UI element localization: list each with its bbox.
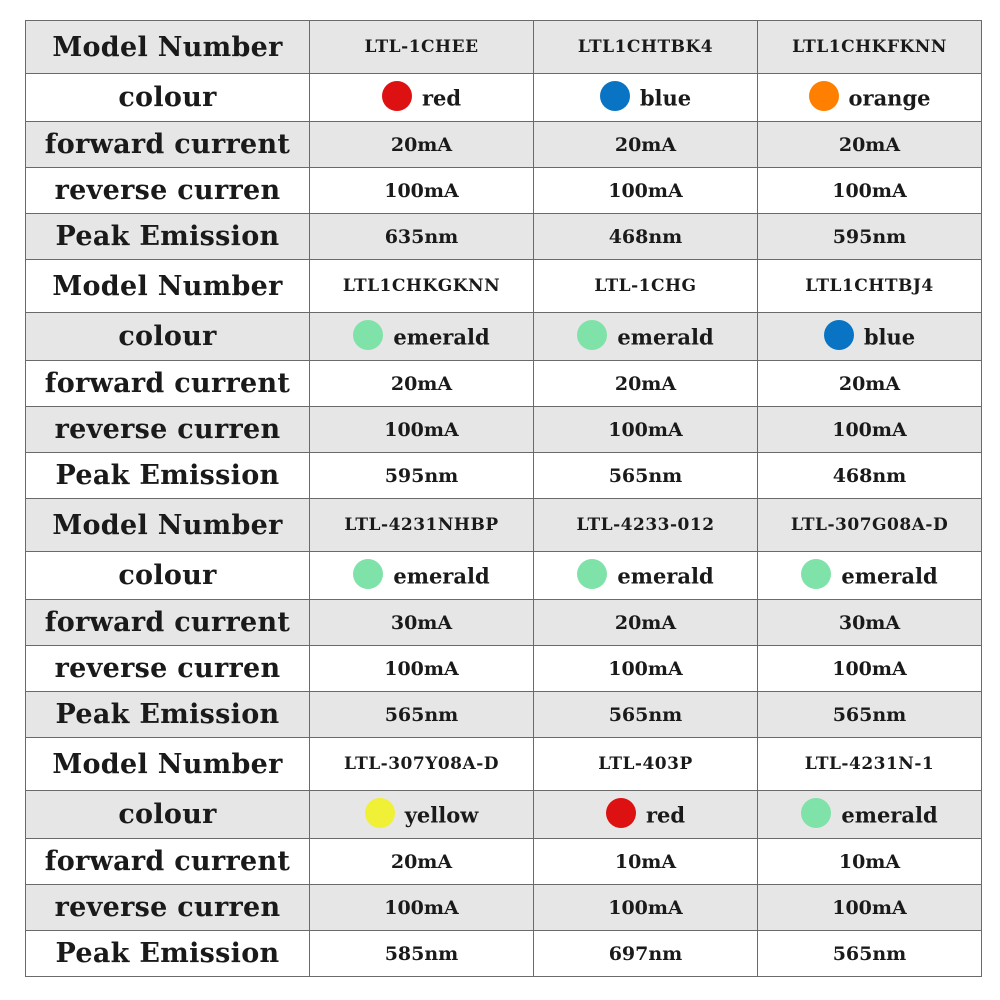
peak-emission-label: Peak Emission <box>26 931 310 977</box>
peak-emission-value: 565nm <box>758 692 982 738</box>
model-number-value: LTL1CHKGKNN <box>310 260 534 313</box>
model-number-value: LTL-4233-012 <box>534 499 758 552</box>
model-number-value: LTL-4231NHBP <box>310 499 534 552</box>
peak-emission-value: 697nm <box>534 931 758 977</box>
reverse-current-value: 100mA <box>534 885 758 931</box>
peak-emission-value: 468nm <box>534 214 758 260</box>
spec-table-body <box>26 21 982 977</box>
colour-cell <box>310 552 534 600</box>
peak-emission-row <box>26 214 982 260</box>
peak-emission-label: Peak Emission <box>26 453 310 499</box>
peak-emission-value: 595nm <box>758 214 982 260</box>
forward-current-row <box>26 600 982 646</box>
model-number-row <box>26 738 982 791</box>
forward-current-row <box>26 361 982 407</box>
reverse-current-value: 100mA <box>534 168 758 214</box>
reverse-current-value: 100mA <box>310 168 534 214</box>
reverse-current-row <box>26 168 982 214</box>
model-number-value: LTL-403P <box>534 738 758 791</box>
reverse-current-value: 100mA <box>758 407 982 453</box>
peak-emission-row <box>26 692 982 738</box>
colour-name: emerald <box>393 563 490 588</box>
colour-swatch-icon <box>801 559 831 589</box>
colour-swatch-icon <box>382 81 412 111</box>
colour-swatch-icon <box>577 559 607 589</box>
forward-current-value: 20mA <box>534 122 758 168</box>
peak-emission-value: 565nm <box>310 692 534 738</box>
forward-current-value: 20mA <box>758 361 982 407</box>
reverse-current-row <box>26 646 982 692</box>
peak-emission-row <box>26 453 982 499</box>
model-number-value: LTL1CHTBJ4 <box>758 260 982 313</box>
colour-cell <box>534 552 758 600</box>
forward-current-value: 20mA <box>310 361 534 407</box>
forward-current-value: 30mA <box>310 600 534 646</box>
reverse-current-value: 100mA <box>534 646 758 692</box>
colour-swatch-icon <box>801 798 831 828</box>
reverse-current-value: 100mA <box>758 168 982 214</box>
peak-emission-value: 565nm <box>534 692 758 738</box>
colour-row <box>26 791 982 839</box>
model-number-row <box>26 21 982 74</box>
peak-emission-value: 635nm <box>310 214 534 260</box>
reverse-current-row <box>26 885 982 931</box>
colour-cell <box>310 791 534 839</box>
colour-name: blue <box>863 324 916 349</box>
model-number-value: LTL-307G08A-D <box>758 499 982 552</box>
forward-current-label: forward current <box>26 361 310 407</box>
colour-cell <box>758 313 982 361</box>
colour-name: emerald <box>841 563 938 588</box>
colour-cell <box>534 313 758 361</box>
model-number-value: LTL1CHKFKNN <box>758 21 982 74</box>
model-number-value: LTL1CHTBK4 <box>534 21 758 74</box>
forward-current-row <box>26 122 982 168</box>
forward-current-label: forward current <box>26 839 310 885</box>
colour-name: red <box>421 85 462 110</box>
colour-swatch-icon <box>824 320 854 350</box>
colour-row <box>26 313 982 361</box>
forward-current-label: forward current <box>26 600 310 646</box>
peak-emission-label: Peak Emission <box>26 214 310 260</box>
led-spec-table <box>25 20 982 977</box>
colour-row <box>26 74 982 122</box>
forward-current-value: 20mA <box>310 839 534 885</box>
model-number-value: LTL-307Y08A-D <box>310 738 534 791</box>
forward-current-value: 20mA <box>310 122 534 168</box>
model-number-value: LTL-1CHG <box>534 260 758 313</box>
colour-label: colour <box>26 791 310 839</box>
peak-emission-value: 565nm <box>534 453 758 499</box>
colour-cell <box>534 74 758 122</box>
forward-current-label: forward current <box>26 122 310 168</box>
peak-emission-row <box>26 931 982 977</box>
colour-swatch-icon <box>353 559 383 589</box>
model-number-row <box>26 499 982 552</box>
forward-current-value: 10mA <box>534 839 758 885</box>
colour-name: emerald <box>617 324 714 349</box>
reverse-current-row <box>26 407 982 453</box>
colour-name: emerald <box>617 563 714 588</box>
peak-emission-value: 595nm <box>310 453 534 499</box>
model-number-row <box>26 260 982 313</box>
reverse-current-value: 100mA <box>310 407 534 453</box>
colour-name: orange <box>848 85 931 110</box>
colour-row <box>26 552 982 600</box>
forward-current-value: 30mA <box>758 600 982 646</box>
reverse-current-value: 100mA <box>310 885 534 931</box>
forward-current-value: 20mA <box>534 600 758 646</box>
colour-name: blue <box>639 85 692 110</box>
reverse-current-value: 100mA <box>534 407 758 453</box>
colour-name: emerald <box>841 802 938 827</box>
colour-swatch-icon <box>365 798 395 828</box>
colour-swatch-icon <box>606 798 636 828</box>
colour-cell <box>534 791 758 839</box>
reverse-current-value: 100mA <box>758 646 982 692</box>
peak-emission-label: Peak Emission <box>26 692 310 738</box>
model-number-label: Model Number <box>26 260 310 313</box>
colour-cell <box>758 791 982 839</box>
reverse-current-value: 100mA <box>758 885 982 931</box>
model-number-label: Model Number <box>26 738 310 791</box>
forward-current-value: 20mA <box>534 361 758 407</box>
colour-label: colour <box>26 74 310 122</box>
peak-emission-value: 468nm <box>758 453 982 499</box>
colour-label: colour <box>26 313 310 361</box>
model-number-value: LTL-4231N-1 <box>758 738 982 791</box>
reverse-current-label: reverse curren <box>26 168 310 214</box>
reverse-current-value: 100mA <box>310 646 534 692</box>
reverse-current-label: reverse curren <box>26 407 310 453</box>
colour-swatch-icon <box>600 81 630 111</box>
colour-name: yellow <box>404 802 479 827</box>
model-number-label: Model Number <box>26 499 310 552</box>
forward-current-value: 20mA <box>758 122 982 168</box>
forward-current-value: 10mA <box>758 839 982 885</box>
forward-current-row <box>26 839 982 885</box>
reverse-current-label: reverse curren <box>26 646 310 692</box>
peak-emission-value: 585nm <box>310 931 534 977</box>
colour-swatch-icon <box>809 81 839 111</box>
colour-swatch-icon <box>353 320 383 350</box>
colour-cell <box>758 552 982 600</box>
colour-swatch-icon <box>577 320 607 350</box>
colour-cell <box>758 74 982 122</box>
colour-name: red <box>645 802 686 827</box>
colour-name: emerald <box>393 324 490 349</box>
reverse-current-label: reverse curren <box>26 885 310 931</box>
model-number-value: LTL-1CHEE <box>310 21 534 74</box>
colour-cell <box>310 74 534 122</box>
peak-emission-value: 565nm <box>758 931 982 977</box>
model-number-label: Model Number <box>26 21 310 74</box>
colour-label: colour <box>26 552 310 600</box>
colour-cell <box>310 313 534 361</box>
